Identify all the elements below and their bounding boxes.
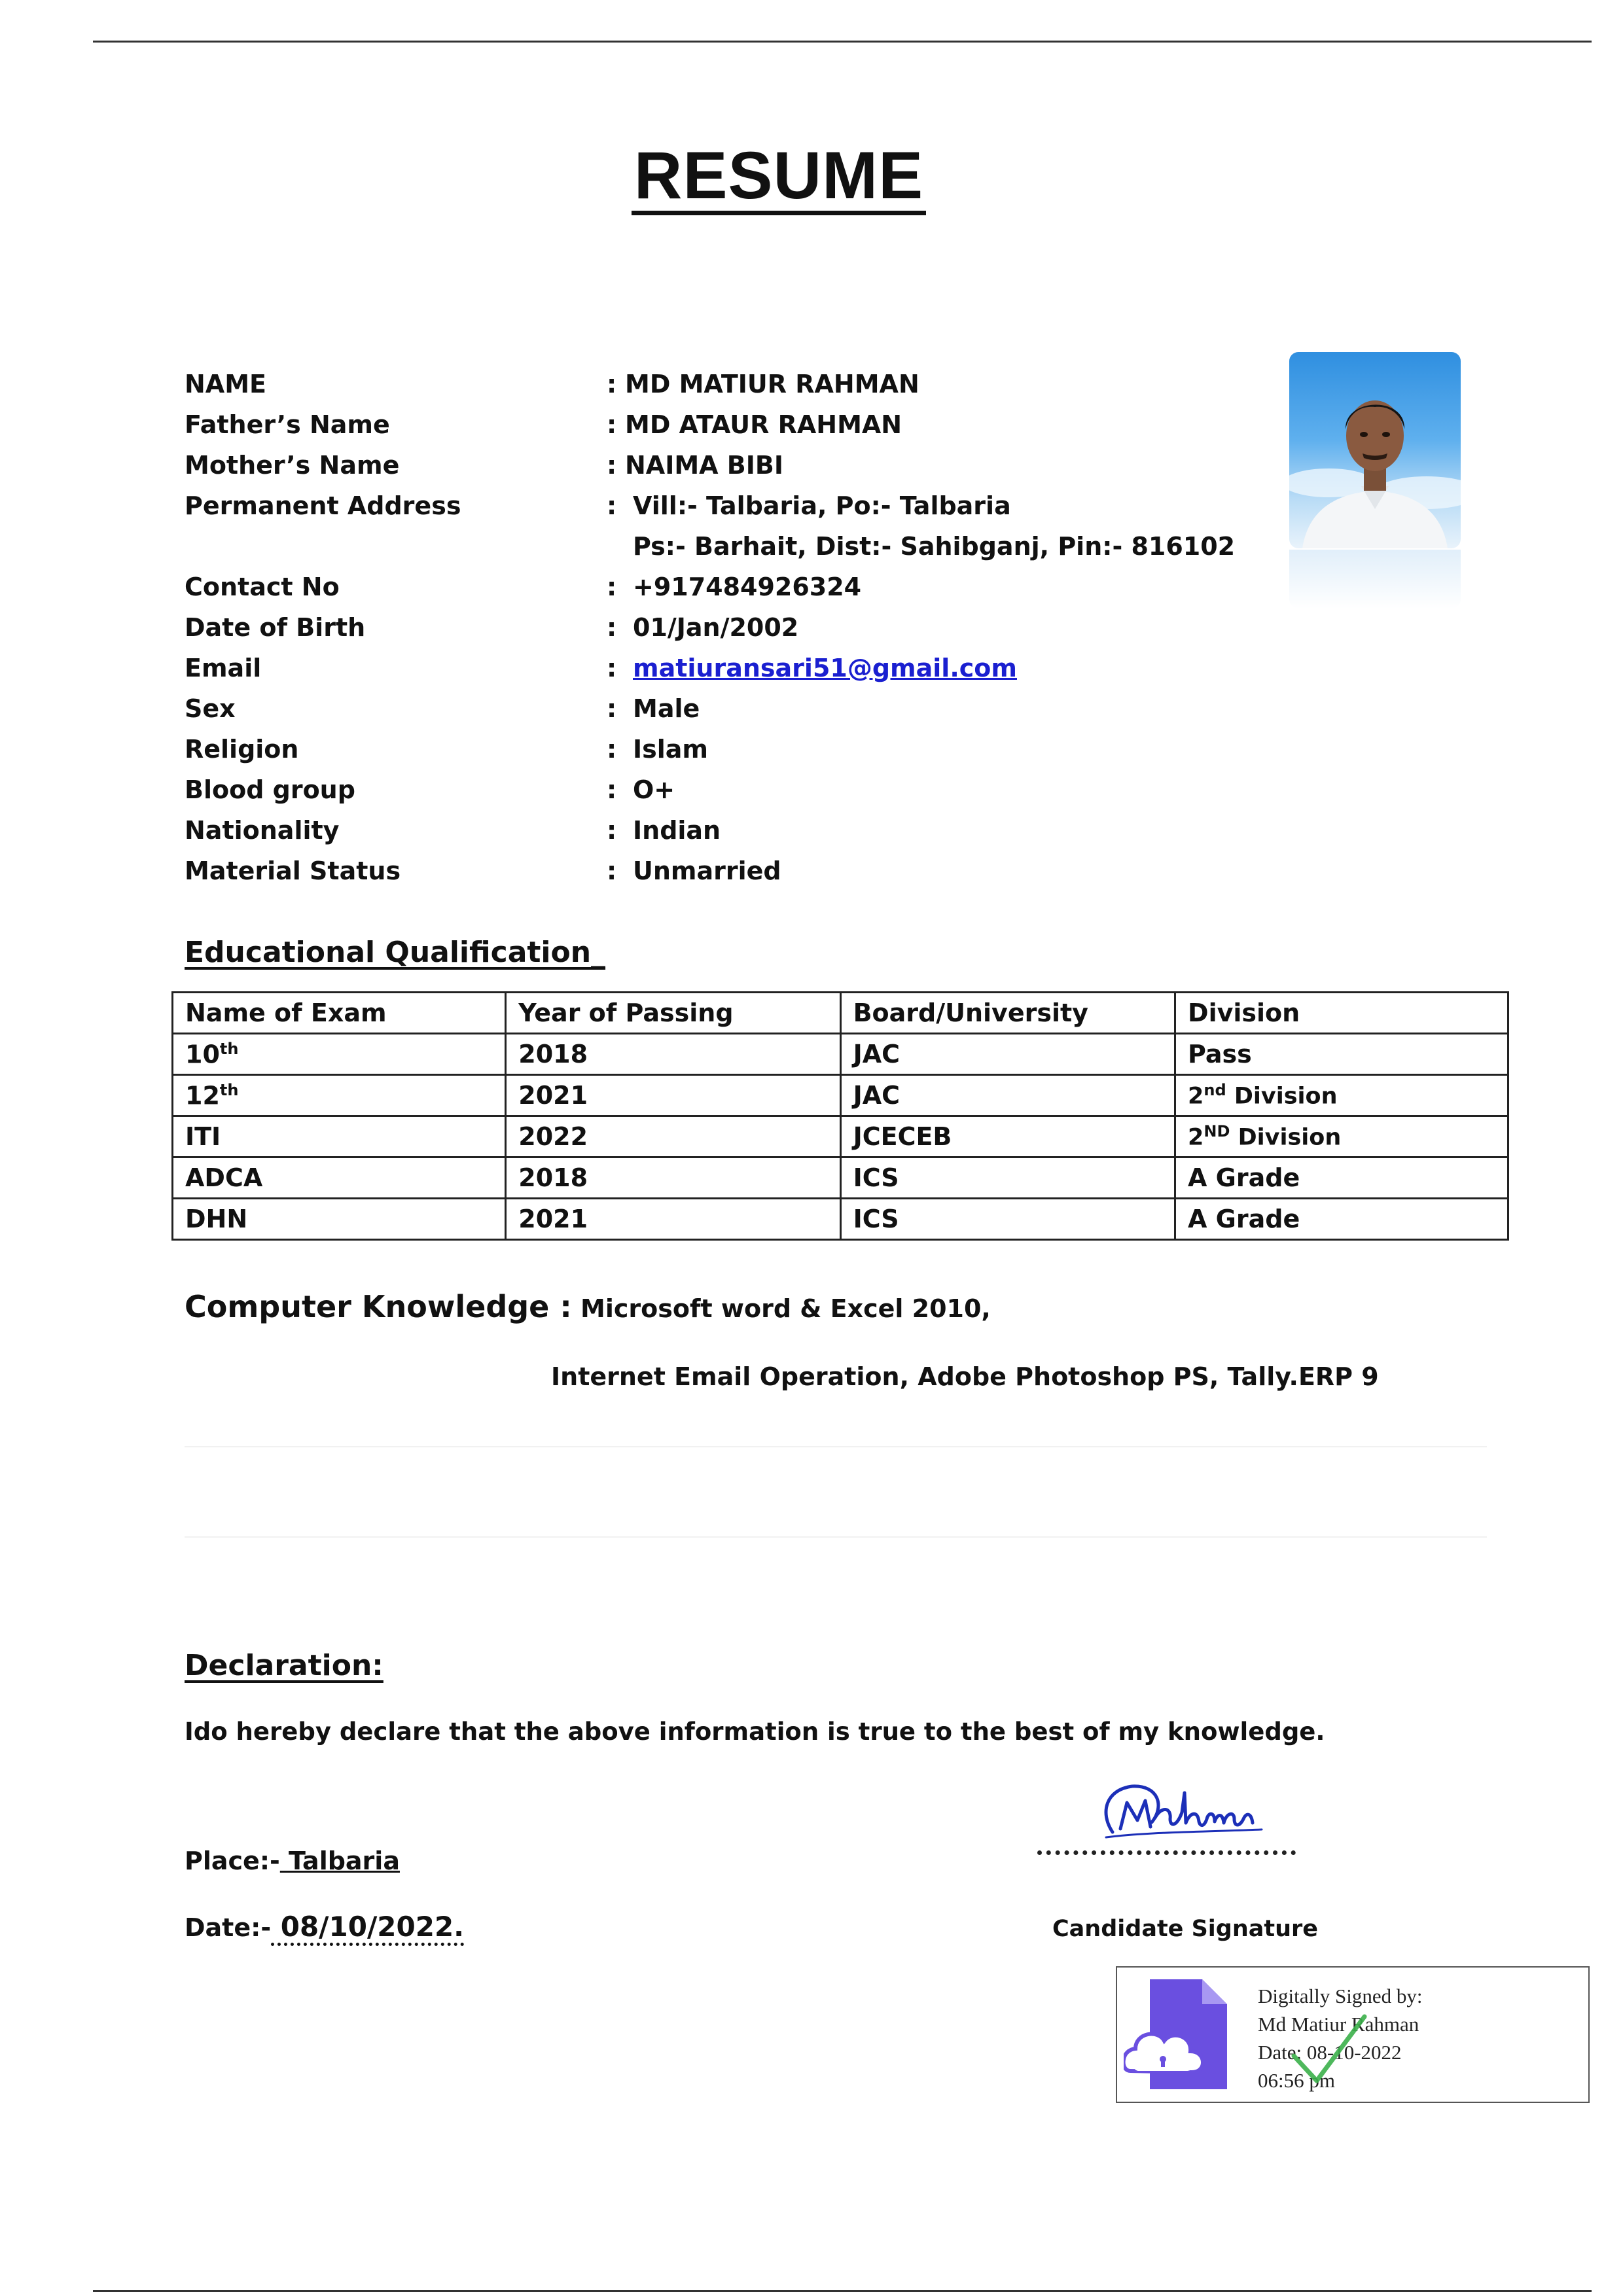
photo-reflection	[1289, 550, 1461, 609]
date-label: Date:-	[185, 1913, 272, 1942]
info-value: Vill:- Talbaria, Po:- Talbaria	[633, 491, 1011, 520]
table-cell-board: JCECEB	[840, 1116, 1175, 1157]
faint-divider	[185, 1536, 1487, 1538]
date-line	[185, 1911, 464, 1943]
sign-line: Digitally Signed by:	[1258, 1985, 1423, 2007]
division-text: 2	[1188, 1083, 1204, 1110]
table-row	[173, 1157, 1508, 1199]
info-colon: :	[607, 451, 617, 480]
computer-knowledge-line1: Microsoft word & Excel 2010,	[571, 1294, 991, 1323]
info-colon: :	[607, 816, 617, 845]
info-colon: :	[607, 775, 617, 804]
info-value: 01/Jan/2002	[633, 613, 799, 642]
faint-divider	[185, 1446, 1487, 1447]
info-colon: :	[607, 694, 617, 723]
table-cell-division	[1175, 1075, 1508, 1116]
top-rule	[93, 41, 1592, 43]
table-row	[173, 1199, 1508, 1240]
info-colon: :	[607, 613, 617, 642]
computer-knowledge-label: Computer Knowledge :	[185, 1289, 572, 1324]
division-rest: Division	[1230, 1124, 1342, 1151]
declaration-text: Ido hereby declare that the above information is true to the best of my knowledge.	[185, 1718, 1325, 1746]
division-sup: ND	[1204, 1122, 1230, 1141]
table-header-row	[173, 993, 1508, 1034]
resume-title: RESUME	[632, 141, 926, 215]
table-cell-exam: ADCA	[173, 1157, 506, 1199]
table-cell-division: Pass	[1175, 1034, 1508, 1075]
profile-photo	[1289, 352, 1461, 548]
info-colon: :	[607, 491, 617, 520]
table-cell-division: A Grade	[1175, 1157, 1508, 1199]
table-cell-division	[1175, 1116, 1508, 1157]
info-value: Islam	[633, 735, 709, 764]
exam-sup: th	[219, 1039, 239, 1058]
info-label: Father’s Name	[185, 410, 390, 439]
table-cell-board: JAC	[840, 1034, 1175, 1075]
info-label: Permanent Address	[185, 491, 461, 520]
sign-line: Md Matiur Rahman	[1258, 2013, 1419, 2036]
table-header-cell: Board/University	[840, 993, 1175, 1034]
table-cell-board: ICS	[840, 1199, 1175, 1240]
exam-sup: th	[219, 1080, 239, 1099]
info-value: Ps:- Barhait, Dist:- Sahibganj, Pin:- 816102	[633, 532, 1236, 561]
place-value: Talbaria	[279, 1846, 400, 1875]
info-value: +917484926324	[633, 573, 862, 601]
info-label: Sex	[185, 694, 236, 723]
table-cell-year: 2018	[506, 1157, 840, 1199]
info-colon: :	[607, 573, 617, 601]
exam-text: 10	[185, 1040, 220, 1069]
table-cell-board: JAC	[840, 1075, 1175, 1116]
table-cell-year: 2021	[506, 1199, 840, 1240]
info-value: Unmarried	[633, 857, 781, 885]
info-value: NAIMA BIBI	[625, 451, 784, 480]
declaration-heading: Declaration:	[185, 1649, 383, 1682]
info-value: O+	[633, 775, 675, 804]
education-heading: Educational Qualification_	[185, 936, 606, 969]
digital-signature-box	[1116, 1966, 1590, 2103]
info-label: Blood group	[185, 775, 355, 804]
exam-text: 12	[185, 1081, 220, 1110]
table-row	[173, 1075, 1508, 1116]
email-link[interactable]: matiuransari51@gmail.com	[633, 654, 1017, 682]
table-cell-exam: DHN	[173, 1199, 506, 1240]
info-colon: :	[607, 857, 617, 885]
info-value: Male	[633, 694, 700, 723]
bottom-rule	[93, 2290, 1592, 2292]
info-colon: :	[607, 410, 617, 439]
info-label: NAME	[185, 370, 266, 398]
table-header-cell: Division	[1175, 993, 1508, 1034]
info-colon: :	[607, 370, 617, 398]
info-label: Mother’s Name	[185, 451, 400, 480]
computer-knowledge	[185, 1289, 991, 1324]
table-cell-year: 2018	[506, 1034, 840, 1075]
table-cell-exam	[173, 1075, 506, 1116]
signature-caption: Candidate Signature	[1052, 1916, 1319, 1942]
table-row	[173, 1034, 1508, 1075]
sign-line: Date: 08-10-2022	[1258, 2041, 1402, 2064]
info-label: Nationality	[185, 816, 340, 845]
division-text: 2	[1188, 1124, 1204, 1151]
division-sup: nd	[1204, 1081, 1226, 1100]
table-cell-exam	[173, 1034, 506, 1075]
info-label: Date of Birth	[185, 613, 366, 642]
computer-knowledge-line2: Internet Email Operation, Adobe Photoshop PS, Tally.ERP 9	[551, 1362, 1379, 1391]
info-label: Email	[185, 654, 262, 682]
sign-line: 06:56 pm	[1258, 2069, 1335, 2092]
education-table	[171, 991, 1509, 1241]
table-header-cell: Year of Passing	[506, 993, 840, 1034]
info-value: MD MATIUR RAHMAN	[625, 370, 919, 398]
table-cell-year: 2021	[506, 1075, 840, 1116]
info-value: Indian	[633, 816, 721, 845]
place-line	[185, 1846, 400, 1875]
checkmark-icon	[1281, 2004, 1372, 2095]
info-colon: :	[607, 654, 617, 682]
place-label: Place:-	[185, 1846, 280, 1875]
table-row	[173, 1116, 1508, 1157]
page-title	[0, 137, 1558, 215]
info-label: Material Status	[185, 857, 401, 885]
division-rest: Division	[1226, 1083, 1338, 1110]
table-cell-year: 2022	[506, 1116, 840, 1157]
exam-text: ITI	[185, 1122, 221, 1151]
info-label: Contact No	[185, 573, 340, 601]
secure-document-icon	[1124, 1973, 1241, 2097]
table-cell-board: ICS	[840, 1157, 1175, 1199]
table-cell-division: A Grade	[1175, 1199, 1508, 1240]
info-value: MD ATAUR RAHMAN	[625, 410, 902, 439]
person-portrait-icon	[1289, 352, 1461, 548]
info-colon: :	[607, 735, 617, 764]
table-cell-exam	[173, 1116, 506, 1157]
date-value: 08/10/2022.	[271, 1911, 464, 1946]
info-label: Religion	[185, 735, 299, 764]
table-header-cell: Name of Exam	[173, 993, 506, 1034]
signature-line	[1037, 1846, 1296, 1855]
